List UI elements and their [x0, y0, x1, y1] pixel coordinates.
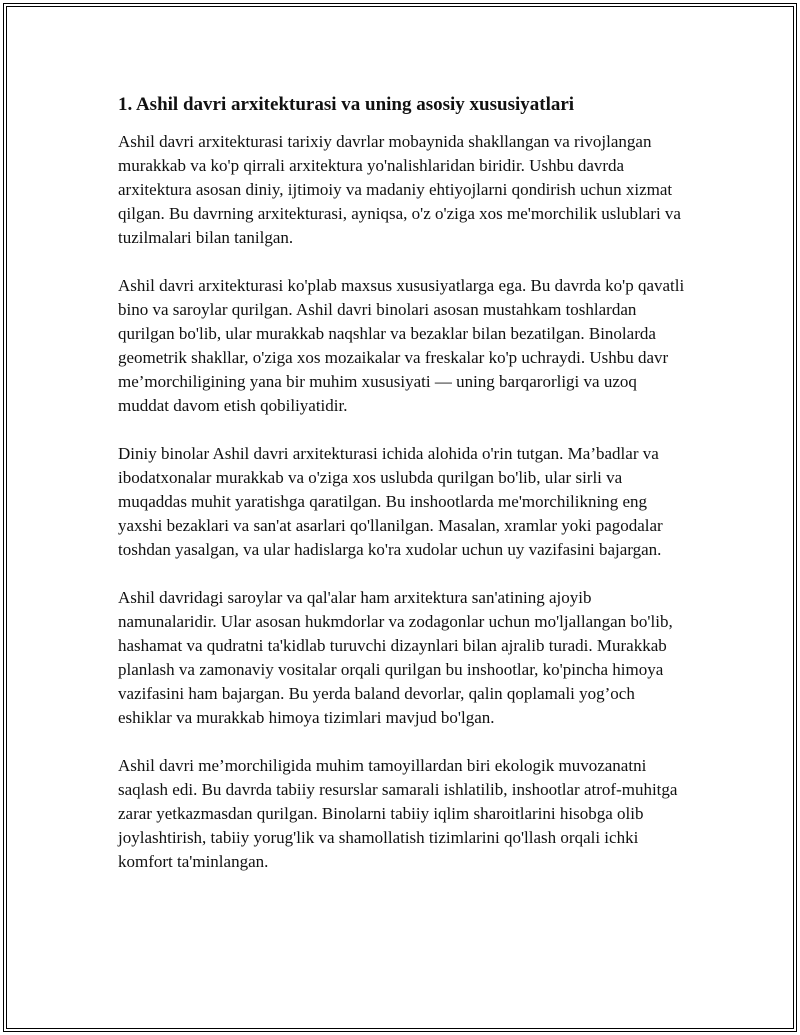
paragraph-features: Ashil davri arxitekturasi ko'plab maxsus xususiyatlarga ega. Bu davrda ko'p qavatli bino va saroylar qurilgan. Ashil davri binolari asosan mustahkam toshlardan qurilgan bo'lib, ular murakkab naqshlar va bezaklar bilan bezatilgan. Binolarda geometrik shakllar, o'ziga xos mozaikalar va freskalar ko'p uchraydi. Ushbu davr me’morchiligining yana bir muhim xususiyati — uning barqarorligi va uzoq muddat davom etish qobiliyatidir.: [118, 276, 685, 415]
paragraph-intro: Ashil davri arxitekturasi tarixiy davrlar mobaynida shakllangan va rivojlangan murakkab va ko'p qirrali arxitektura yo'nalishlaridan biridir. Ushbu davrda arxitektura asosan diniy, ijtimoiy va madaniy ehtiyojlarni qondirish uchun xizmat qilgan. Bu davrning arxitekturasi, ayniqsa, o'z o'ziga xos me'morchilik uslublari va tuzilmalari bilan tanilgan.: [118, 132, 681, 247]
document-body: [118, 92, 690, 898]
paragraph-religious-buildings: Diniy binolar Ashil davri arxitekturasi ichida alohida o'rin tutgan. Ma’badlar va ibodatxonalar murakkab va o'ziga xos uslubda qurilgan bo'lib, ular sirli va muqaddas muhit yaratishga qaratilgan. Bu inshootlarda me'morchilikning eng yaxshi bezaklari va san'at asarlari qo'llanilgan. Masalan, xramlar yoki pagodalar toshdan yasalgan, va ular hadislarga ko'ra xudolar uchun uy vazifasini bajargan.: [118, 444, 663, 559]
paragraph-palaces: Ashil davridagi saroylar va qal'alar ham arxitektura san'atining ajoyib namunalaridir. Ular asosan hukmdorlar va zodagonlar uchun mo'ljallangan bo'lib, hashamat va qudratni ta'kidlab turuvchi dizaynlari bilan ajralib turadi. Murakkab planlash va zamonaviy vositalar orqali qurilgan bu inshootlar, ko'pincha himoya vazifasini ham bajargan. Bu yerda baland devorlar, qalin qoplamali yog’och eshiklar va murakkab himoya tizimlari mavjud bo'lgan.: [118, 588, 673, 727]
paragraph-ecology: Ashil davri me’morchiligida muhim tamoyillardan biri ekologik muvozanatni saqlash edi. Bu davrda tabiiy resurslar samarali ishlatilib, inshootlar atrof-muhitga zarar yetkazmasdan qurilgan. Binolarni tabiiy iqlim sharoitlarini hisobga olib joylashtirish, tabiiy yorug'lik va shamollatish tizimlarini qo'llash orqali ichki komfort ta'minlangan.: [118, 756, 678, 871]
section-heading: 1. Ashil davri arxitekturasi va uning asosiy xususiyatlari: [118, 94, 575, 115]
